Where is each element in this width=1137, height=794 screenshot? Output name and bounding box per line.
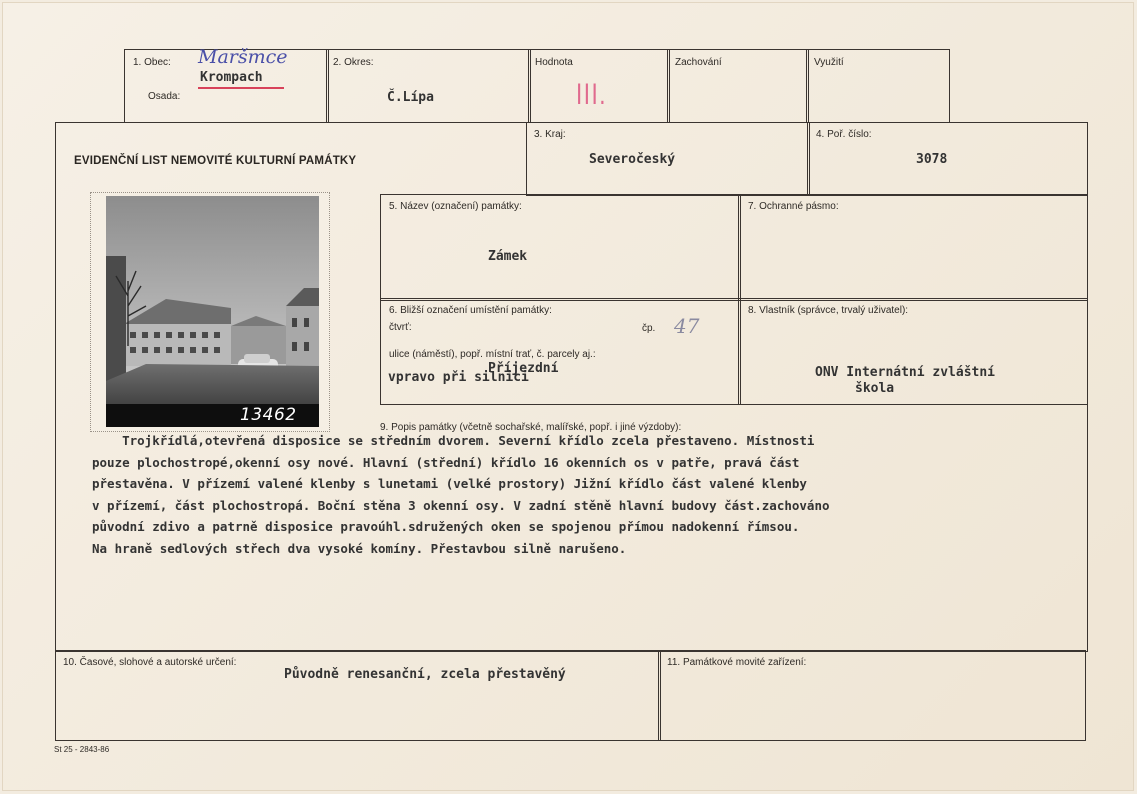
umisteni-value-2: vpravo při silnici <box>388 370 529 385</box>
record-card <box>2 2 1134 791</box>
footer-code: St 25 - 2843-86 <box>54 745 110 754</box>
zachovani-label: Zachování <box>675 57 722 68</box>
kraj-value: Severočeský <box>589 152 676 167</box>
vlastnik-label: 8. Vlastník (správce, trvalý uživatel): <box>748 305 909 316</box>
popis-line: pouze plochostropé,okenní osy nové. Hlavní (střední) křídlo 16 okenních os v patře, pravá část <box>92 454 800 470</box>
popis-line: přestavěna. V přízemí valené klenby s lunetami (velké prostory) Jižní křídlo část valené klenby <box>92 476 807 491</box>
okres-value: Č.Lípa <box>387 90 434 105</box>
umisteni-label: 6. Bližší označení umístění památky: <box>389 305 552 316</box>
obec-underline <box>198 87 284 89</box>
popis-line: původní zdivo a patrně disposice pravoúhl.sdružených oken se spojenou přímou nadokenní římsou. <box>92 519 800 534</box>
ulice-label: ulice (náměstí), popř. místní trať, č. parcely aj.: <box>389 349 596 360</box>
cp-value: 47 <box>674 314 700 338</box>
obec-handwritten: Maršmce <box>198 46 288 68</box>
ctvrt-label: čtvrť: <box>389 322 412 333</box>
popis-line: Na hraně sedlových střech dva vysoké komíny. Přestavbou silně narušeno. <box>92 540 627 556</box>
hodnota-label: Hodnota <box>535 57 573 68</box>
kraj-label: 3. Kraj: <box>534 129 566 140</box>
popis-line: Trojkřídlá,otevřená disposice se středním dvorem. Severní křídlo zcela přestaveno. Místnosti <box>92 433 815 448</box>
urceni-label: 10. Časové, slohové a autorské určení: <box>63 657 237 668</box>
nazev-label: 5. Název (označení) památky: <box>389 201 522 212</box>
hodnota-value: III. <box>576 78 608 111</box>
por-cislo-value: 3078 <box>916 152 948 167</box>
urceni-value: Původně renesanční, zcela přestavěný <box>284 667 566 682</box>
photo-number: 13462 <box>240 405 297 425</box>
popis-label: 9. Popis památky (včetně sochařské, malířské, popř. i jiné výzdoby): <box>380 422 682 433</box>
osada-label: Osada: <box>148 91 181 102</box>
zarizeni-label: 11. Památkové movité zařízení: <box>667 657 807 668</box>
building-photo <box>106 196 319 427</box>
building-photo-image <box>106 196 319 427</box>
cp-label: čp. <box>642 323 656 334</box>
popis-line: v přízemí, část plochostropá. Boční stěna 3 okenní osy. V zadní stěně hlavní budovy část.zachováno <box>92 497 830 513</box>
umisteni-value-1: Příjezdní <box>488 361 559 376</box>
vlastnik-value-2: škola <box>855 381 895 396</box>
por-cislo-label: 4. Poř. číslo: <box>816 129 872 140</box>
vlastnik-value-1: ONV Internátní zvláštní <box>815 365 996 380</box>
obec-label: 1. Obec: <box>133 57 171 68</box>
ochranne-pasmo-label: 7. Ochranné pásmo: <box>748 201 839 212</box>
obec-typed: Krompach <box>200 70 263 85</box>
popis-text <box>92 430 1077 559</box>
vyuziti-label: Využití <box>814 57 844 68</box>
nazev-value: Zámek <box>488 249 528 264</box>
okres-label: 2. Okres: <box>333 57 374 68</box>
form-title: EVIDENČNÍ LIST NEMOVITÉ KULTURNÍ PAMÁTKY <box>74 155 357 167</box>
